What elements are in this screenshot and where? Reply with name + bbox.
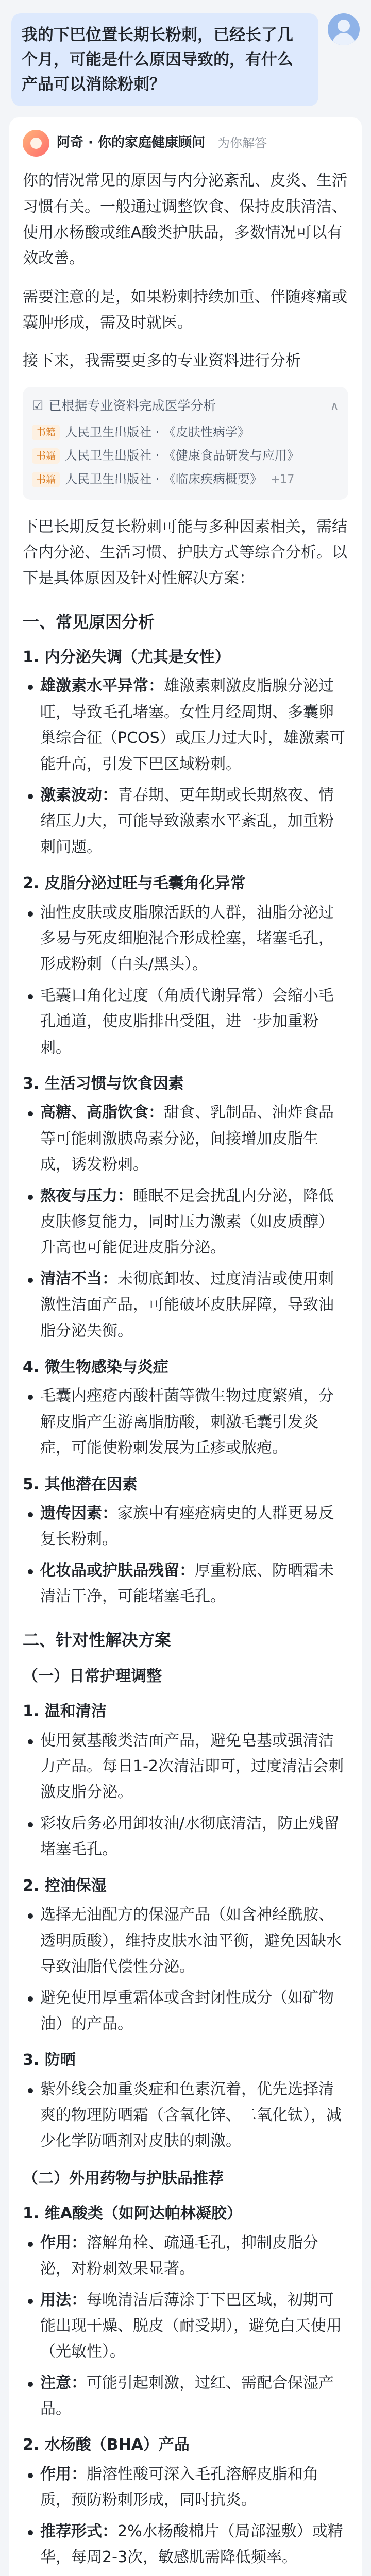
- reference-panel-title: 已根据专业资料完成医学分析: [48, 398, 216, 413]
- list-item-text: 雄激素刺激皮脂腺分泌过旺，导致毛孔堵塞。女性月经周期、多囊卵巢综合征（PCOS）或压力过大时，雄激素可能升高，引发下巴区域粉刺。: [40, 677, 345, 773]
- group-title: 3. 防晒: [23, 2051, 76, 2070]
- answer-sections: [23, 609, 348, 2576]
- analysis-intro: 下巴长期反复长粉刺可能与多种因素相关，需结合内分泌、生活习惯、护肤方式等综合分析。以下是具体原因及针对性解决方案：: [23, 517, 347, 588]
- bullet-list: [23, 900, 348, 1061]
- list-item: [23, 1100, 348, 1178]
- assistant-name: 阿奇 · 你的家庭健康顾问: [57, 135, 205, 151]
- list-item-lead: 熬夜与压力：: [40, 1187, 133, 1205]
- user-question-bubble: 我的下巴位置长期长粉刺，已经长了几个月，可能是什么原因导致的，有什么产品可以消除粉刺？: [11, 13, 318, 106]
- reference-text: 人民卫生出版社 · 《皮肤性病学》: [65, 425, 250, 439]
- assistant-answer: [9, 117, 362, 2576]
- reference-panel[interactable]: [23, 387, 348, 500]
- list-item-text: 油性皮肤或皮脂腺活跃的人群，油脂分泌过多易与死皮细胞混合形成栓塞，堵塞毛孔，形成粉刺（白头/黑头）。: [40, 903, 334, 974]
- intro-paragraph-3: 接下来，我需要更多的专业资料进行分析: [23, 352, 301, 370]
- list-item-lead: 遗传因素：: [40, 1504, 117, 1523]
- reference-tag: 书籍: [32, 425, 60, 440]
- bullet-list: [23, 1383, 348, 1461]
- list-item-lead: 作用：: [40, 2465, 87, 2483]
- list-item: [23, 2370, 348, 2422]
- list-item-text: 未彻底卸妆、过度清洁或使用刺激性洁面产品，可能破坏皮肤屏障，导致油脂分泌失衡。: [40, 1269, 334, 1340]
- bullet-list: [23, 1100, 348, 1344]
- list-item: [23, 1902, 348, 1980]
- list-item-text: 紫外线会加重炎症和色素沉着，优先选择清爽的物理防晒霜（含氧化锌、二氧化钛），减少化学防晒剂对皮肤的刺激。: [40, 2080, 342, 2150]
- group-title: 1. 内分泌失调（尤其是女性）: [23, 648, 230, 666]
- list-item: [23, 2077, 348, 2155]
- list-item-text: 厚重粉底、防晒霜未清洁干净，可能堵塞毛孔。: [40, 1561, 334, 1606]
- bullet-list: [23, 2230, 348, 2422]
- list-item: [23, 1558, 348, 1610]
- intro-paragraph-2: 需要注意的是，如果粉刺持续加重、伴随疼痛或囊肿形成，需及时就医。: [23, 287, 347, 332]
- group-title: 5. 其他潜在因素: [23, 1475, 138, 1494]
- list-item-lead: 清洁不当：: [40, 1269, 117, 1288]
- list-item: [23, 900, 348, 978]
- group-title: 1. 温和清洁: [23, 1702, 107, 1721]
- bullet-list: [23, 1501, 348, 1610]
- list-item-lead: 高糖、高脂饮食：: [40, 1104, 164, 1122]
- list-item-text: 每晚清洁后薄涂于下巴区域，初期可能出现干燥、脱皮（耐受期），避免白天使用（光敏性）。: [40, 2291, 342, 2361]
- list-item-text: 彩妆后务必用卸妆油/水彻底清洁，防止残留堵塞毛孔。: [40, 1814, 340, 1859]
- list-item: [23, 2519, 348, 2571]
- reference-panel-header[interactable]: [32, 395, 339, 417]
- assistant-header: [23, 130, 348, 157]
- list-item-text: 青春期、更年期或长期熬夜、情绪压力大，可能导致激素水平紊乱，加重粉刺问题。: [40, 786, 334, 856]
- list-item: [23, 1383, 348, 1461]
- list-item: [23, 1728, 348, 1806]
- list-item-text: 甜食、乳制品、油炸食品等可能刺激胰岛素分泌，间接增加皮脂生成，诱发粉刺。: [40, 1104, 334, 1174]
- list-item-lead: 激素波动：: [40, 786, 117, 804]
- list-item-text: 毛囊内痤疮丙酸杆菌等微生物过度繁殖，分解皮脂产生游离脂肪酸，刺激毛囊引发炎症，可能使粉刺发展为丘疹或脓疱。: [40, 1387, 334, 1458]
- group-title: 3. 生活习惯与饮食因素: [23, 1074, 184, 1093]
- list-item-lead: 作用：: [40, 2233, 87, 2252]
- bullet-list: [23, 1728, 348, 1863]
- group-title: 2. 皮脂分泌过旺与毛囊角化异常: [23, 874, 246, 893]
- list-item: [23, 1501, 348, 1553]
- list-item-text: 睡眠不足会扰乱内分泌，降低皮肤修复能力，同时压力激素（如皮质醇）升高也可能促进皮脂分泌。: [40, 1187, 334, 1257]
- list-item: [23, 783, 348, 860]
- user-avatar[interactable]: [328, 13, 360, 45]
- list-item-lead: 化妆品或护肤品残留：: [40, 1561, 195, 1580]
- list-item-text: 毛囊口角化过度（角质代谢异常）会缩小毛孔通道，使皮脂排出受阻，进一步加重粉刺。: [40, 986, 334, 1057]
- list-item-text: 溶解角栓、疏通毛孔，抑制皮脂分泌，对粉刺效果显著。: [40, 2233, 318, 2278]
- bullet-list: [23, 2077, 348, 2155]
- list-item-lead: 用法：: [40, 2291, 87, 2309]
- bullet-list: [23, 1902, 348, 2037]
- reference-tag: 书籍: [32, 472, 60, 487]
- list-item-text: 选择无油配方的保湿产品（如含神经酰胺、透明质酸），维持皮肤水油平衡，避免因缺水导致油脂代偿性分泌。: [40, 1906, 342, 1976]
- reference-item[interactable]: [32, 468, 339, 492]
- user-question-row: [0, 0, 371, 111]
- reference-item[interactable]: [32, 444, 339, 468]
- group-title: 1. 维A酸类（如阿达帕林凝胶）: [23, 2205, 242, 2223]
- list-item: [23, 983, 348, 1061]
- list-item-lead: 注意：: [40, 2374, 87, 2392]
- reference-text: 人民卫生出版社 · 《健康食品研发与应用》: [65, 448, 299, 463]
- list-item: [23, 1266, 348, 1344]
- group-title: 4. 微生物感染与炎症: [23, 1358, 168, 1376]
- list-item-lead: 雄激素水平异常：: [40, 677, 164, 696]
- intro-paragraph: 你的情况常见的原因与内分泌紊乱、皮炎、生活习惯有关。一般通过调整饮食、保持皮肤清洁、使用水杨酸或维A酸类护肤品，多数情况可以有效改善。: [23, 172, 347, 268]
- list-item-lead: 推荐形式：: [40, 2522, 117, 2540]
- list-item-text: 2%水杨酸棉片（局部湿敷）或精华，每周2-3次，敏感肌需降低频率。: [40, 2522, 343, 2567]
- reference-list: [32, 421, 339, 492]
- reference-more-count[interactable]: +17: [270, 472, 295, 486]
- bullet-list: [23, 673, 348, 860]
- group-title: 2. 控油保湿: [23, 1876, 107, 1895]
- section-title: 一、常见原因分析: [23, 612, 155, 632]
- subsection-title: （一）日常护理调整: [23, 1667, 162, 1685]
- list-item: [23, 1811, 348, 1863]
- check-icon: ☑: [32, 398, 44, 413]
- list-item-text: 使用氨基酸类洁面产品，避免皂基或强清洁力产品。每日1-2次清洁即可，过度清洁会刺激皮脂分泌。: [40, 1731, 344, 1802]
- assistant-avatar: [23, 130, 49, 157]
- list-item-text: 脂溶性酸可深入毛孔溶解皮脂和角质，预防粉刺形成，同时抗炎。: [40, 2465, 318, 2510]
- list-item: [23, 1985, 348, 2037]
- list-item: [23, 2462, 348, 2514]
- list-item-text: 可能引起刺激，过红、需配合保湿产品。: [40, 2374, 334, 2418]
- chevron-up-icon[interactable]: ∧: [330, 398, 339, 413]
- group-title: 2. 水杨酸（BHA）产品: [23, 2436, 190, 2454]
- reference-text: 人民卫生出版社 · 《临床疾病概要》: [65, 472, 262, 487]
- reference-tag: 书籍: [32, 448, 60, 464]
- list-item: [23, 2230, 348, 2282]
- list-item: [23, 673, 348, 777]
- list-item: [23, 1183, 348, 1261]
- bullet-list: [23, 2462, 348, 2576]
- list-item-text: 避免使用厚重霜体或含封闭性成分（如矿物油）的产品。: [40, 1989, 334, 2033]
- reference-item[interactable]: [32, 421, 339, 445]
- subsection-title: （二）外用药物与护肤品推荐: [23, 2169, 224, 2188]
- section-title: 二、针对性解决方案: [23, 1630, 172, 1650]
- assistant-subtitle: 为你解答: [217, 135, 267, 150]
- list-item: [23, 2287, 348, 2365]
- list-item-text: 家族中有痤疮病史的人群更易反复长粉刺。: [40, 1504, 334, 1549]
